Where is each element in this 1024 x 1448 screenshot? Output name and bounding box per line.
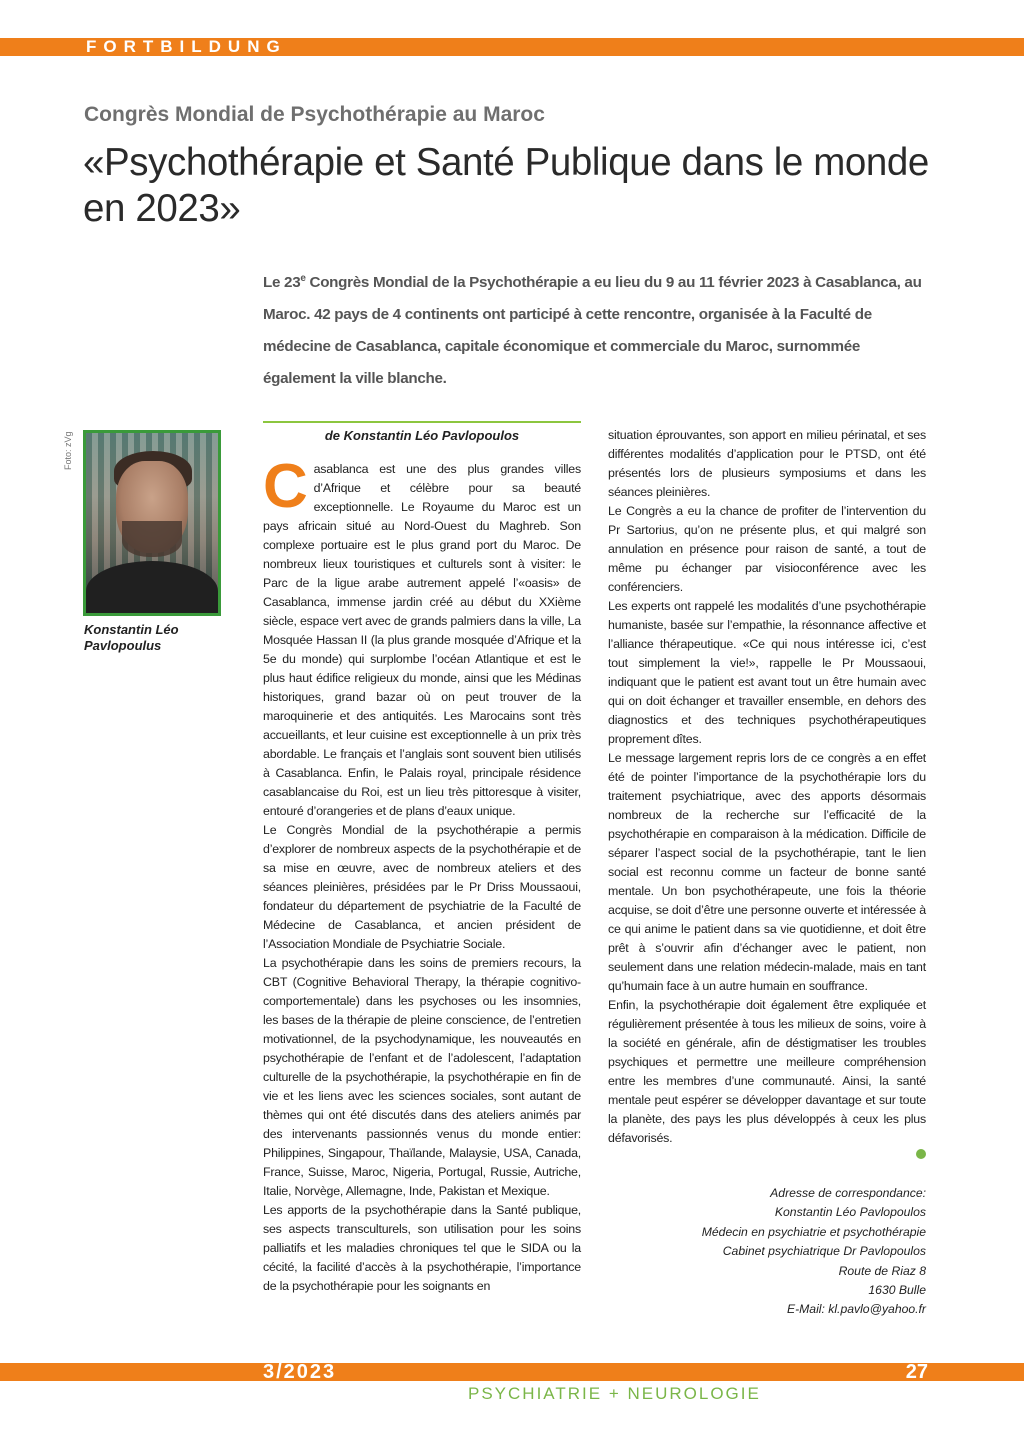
- photo-credit: Foto: zVg: [63, 431, 73, 470]
- paragraph-4: Les apports de la psychothérapie dans la Santé publique, ses aspects transculturels, son utilisation pour les soins palliatifs et les maladies chroniques tel que le SIDA ou la cécité, la facilité d’accès à la psychothérapie, l’importance de la psychothérapie pour les soignants en: [263, 1203, 581, 1293]
- byline-rule: [263, 421, 581, 423]
- issue-number: 3/2023: [263, 1361, 337, 1383]
- paragraph-1: [263, 452, 581, 821]
- paragraph-8: Le message largement repris lors de ce congrès a en effet été de pointer l’importance de la psychothérapie lors du traitement psychiatrique, avec des apports désormais nombreux de la recherche sur l’efficacité de la psychothérapie en comparaison à la médication. Difficile de séparer l’aspect social de la psychothérapie, tant le lien social est reconnu comme un facteur de bonne santé mentale. Un bon psychothérapeute, une fois la théorie acquise, se doit d’être une personne ouverte et intéressée à ce qui anime le patient dans sa vie quotidienne, et doit être prêt à s’ouvrir afin d’échanger avec le patient, non seulement dans une relation médecin-malade, mais en tant qu’humain face à un autre humain en souffrance.: [608, 751, 926, 993]
- column-left: [263, 452, 581, 1312]
- end-mark-icon: [916, 1149, 926, 1159]
- paragraph-5: situation éprouvantes, son apport en milieu périnatal, et ses différentes modalités d’application pour le PTSD, ont été présentés lors de plusieurs symposiums et dans les séances pleinières.: [608, 428, 926, 499]
- address-title: Médecin en psychiatrie et psychothérapie: [701, 1224, 926, 1239]
- lead-text-rest: Congrès Mondial de la Psychothérapie a eu lieu du 9 au 11 février 2023 à Casablanca, au Maroc. 42 pays de 4 continents ont participé à cette rencontre, organisée à la Faculté de médecine de Casablanca, capitale économique et commerciale du Maroc, surnommée également la ville blanche.: [263, 274, 922, 387]
- byline: de Konstantin Léo Pavlopoulos: [324, 428, 520, 443]
- paragraph-9: Enfin, la psychothérapie doit également être expliquée et régulièrement présentée à tous les milieux de soins, voire à la société en générale, afin de déstigmatiser les troubles psychiques et permettre une meilleure compréhension entre les membres d’une communauté. Ainsi, la santé mentale peut espérer se développer davantage et sur toute la planète, des pays les plus développés à ceux les plus défavorisés.: [608, 998, 926, 1145]
- article-title: «Psychothérapie et Santé Publique dans le monde en 2023»: [83, 141, 929, 230]
- page-number: 27: [905, 1361, 928, 1383]
- author-photo: [83, 430, 221, 616]
- photo-caption: Konstantin Léo Pavlopoulus: [84, 622, 179, 653]
- column-right: [608, 426, 926, 1168]
- footer-band: [0, 1363, 1024, 1381]
- correspondence-address: [608, 1184, 926, 1320]
- paragraph-6: Le Congrès a eu la chance de profiter de l’intervention du Pr Sartorius, qu’on ne présente plus, et qui malgré son annulation en présence pour raison de santé, a tout de même pu échanger par visioconférence avec les conférenciers.: [608, 504, 926, 594]
- address-name: Konstantin Léo Pavlopoulos: [774, 1205, 926, 1220]
- article-kicker: Congrès Mondial de Psychothérapie au Maroc: [84, 103, 545, 126]
- paragraph-7: Les experts ont rappelé les modalités d’une psychothérapie humaniste, basée sur l’empathie, la résonnance affective et l’alliance thérapeutique. «Ce qui nous intéresse ici, c’est tout simplement la vie!», rappelle le Pr Moussaoui, indiquant que le patient est avant tout un être humain avec qui on doit échanger et travailler ensemble, en dehors des diagnostics et des techniques psychothérapeutiques proprement dîtes.: [608, 599, 926, 746]
- paragraph-2: Le Congrès Mondial de la psychothérapie a permis d’explorer de nombreux aspects de la psychothérapie et de sa mise en œuvre, avec de nombreux ateliers et des séances pleinières, présidées par le Pr Driss Moussaoui, fondateur du département de psychiatrie de la Faculté de Médecine de Casablanca, et ancien président de l’Association Mondiale de Psychiatrie Sociale.: [263, 823, 581, 951]
- address-practice: Cabinet psychiatrique Dr Pavlopoulos: [722, 1244, 926, 1259]
- address-email[interactable]: E-Mail: kl.pavlo@yahoo.fr: [786, 1302, 926, 1317]
- paragraph-3: La psychothérapie dans les soins de premiers recours, la CBT (Cognitive Behavioral Therapy, la thérapie cognitivo-comportementale) dans les psychoses ou les insomnies, les bases de la thérapie de pleine conscience, de l’entretien motivationnel, de la psychodynamique, les nouveautés en psychothérapie de l’enfant et de l’adolescent, l’adaptation culturelle de la psychothérapie, la psychothérapie en fin de vie et les liens avec les sciences sociales, sont autant de thèmes qui ont été discutés dans des ateliers animés par des intervenants passionnés venus du monde entier: Philippines, Singapour, Thaïlande, Malaysie, USA, Canada, France, Suisse, Maroc, Nigeria, Portugal, Russie, Autriche, Italie, Norvège, Allemagne, Inde, Pakistan et Mexique.: [263, 956, 581, 1198]
- section-label: FORTBILDUNG: [86, 37, 287, 56]
- paragraph-1-text: asablanca est une des plus grandes villes d’Afrique et célèbre pour sa beauté exceptionnelle. Le Royaume du Maroc est un pays africain situé au Nord-Ouest du Maghreb. Son complexe portuaire est le plus grand port du Maroc. De nombreux lieux touristiques et culturels sont à visiter: le Parc de la ligue arabe autrement appelé l’«oasis» de Casablanca, immense jardin créé au début du XXième siècle, espace vert avec de grands palmiers dans la ville, La Mosquée Hassan II (la plus grande mosquée d’Afrique et la 5e du monde) qui surplombe l’océan Atlantique et est le plus haut édifice religieux du monde, ainsi que les Médinas historiques, grand bazar où on peut trouver de la maroquinerie et des antiquités. Les Marocains sont très accueillants, et leur cuisine est exceptionnelle à un prix très abordable. Le français et l’anglais sont souvent bien utilisés à Casablanca. Enfin, le Palais royal, principale résidence casablancaise du Roi, est un lieu très pittoresque à visiter, entouré d’orangeries et de plans d’eaux unique.: [263, 462, 581, 818]
- journal-name: PSYCHIATRIE + NEUROLOGIE: [468, 1384, 761, 1403]
- lead-superscript: e: [300, 272, 306, 284]
- lead-text-start: Le 23: [263, 274, 301, 291]
- address-city: 1630 Bulle: [868, 1283, 926, 1298]
- article-lead: [263, 267, 927, 395]
- dropcap: C: [263, 452, 308, 521]
- address-street: Route de Riaz 8: [838, 1263, 926, 1278]
- address-label: Adresse de correspondance:: [770, 1186, 926, 1200]
